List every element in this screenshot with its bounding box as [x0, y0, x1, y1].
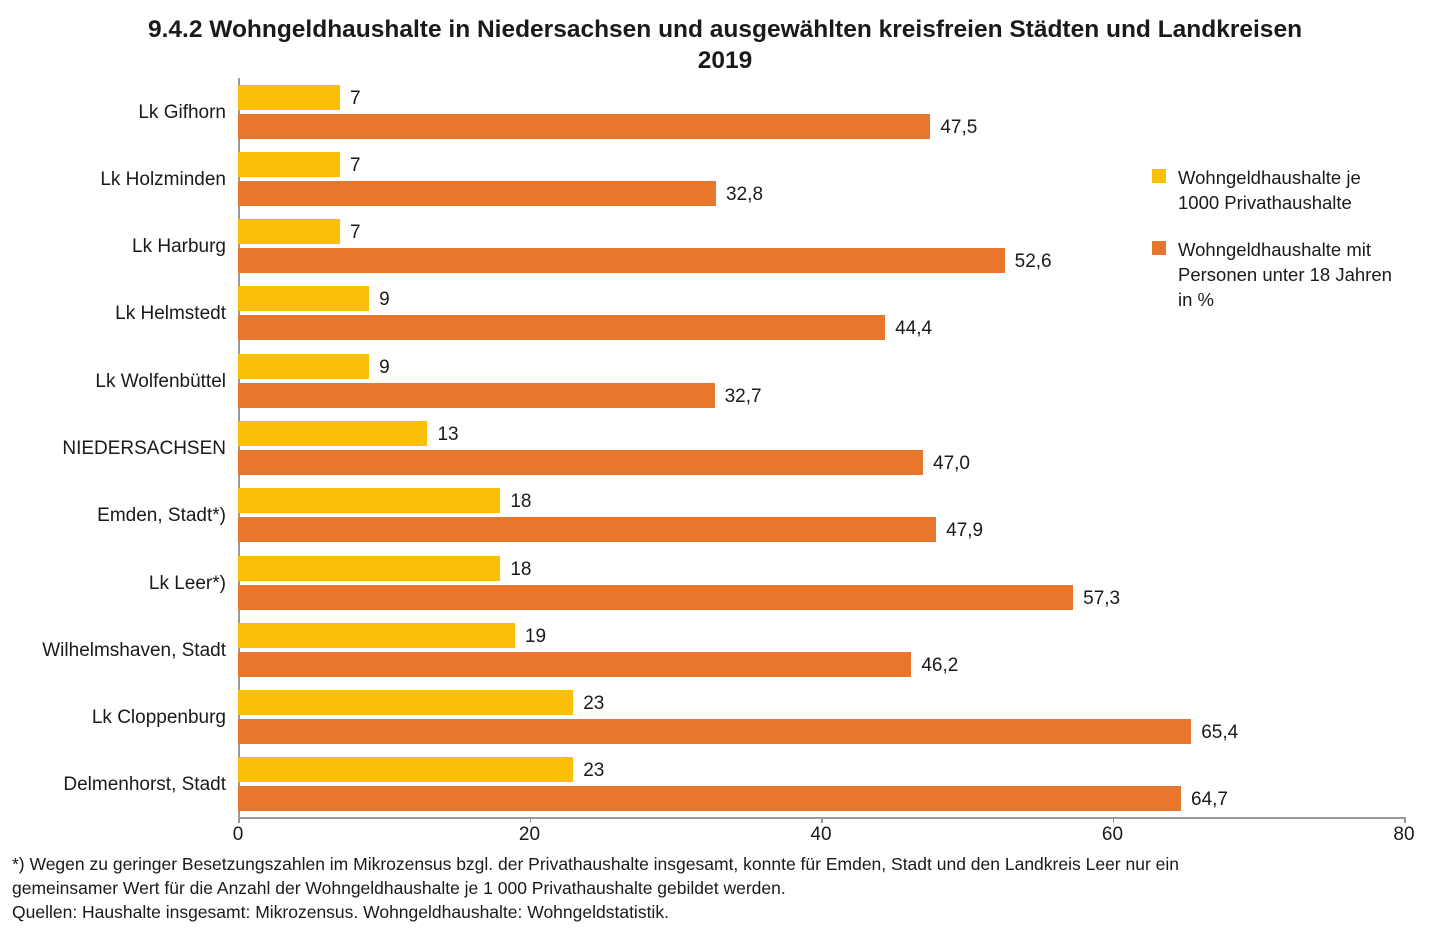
bar-wohngeldhaushalte-je-1000 — [238, 623, 515, 648]
bar-wohngeldhaushalte-je-1000 — [238, 152, 340, 177]
legend-item-wohngeldhaushalte-je-1000 — [1152, 165, 1452, 215]
chart-category-row — [62, 414, 1404, 481]
x-axis-tick — [821, 817, 823, 823]
x-axis-tick-label: 80 — [1393, 824, 1415, 845]
bar-value-label: 47,0 — [933, 452, 970, 474]
footnote-line-3: Quellen: Haushalte insgesamt: Mikrozensus. Wohngeldhaushalte: Wohngeldstatistik. — [12, 902, 669, 922]
chart-category-row — [91, 683, 1404, 750]
category-label: Lk Holzminden — [100, 168, 226, 190]
bar-value-label: 47,9 — [946, 520, 984, 542]
footnote-line-2: gemeinsamer Wert für die Anzahl der Wohngeldhaushalte je 1 000 Privathaushalte gebildet werden. — [12, 878, 786, 898]
x-axis-tick-label: 60 — [1101, 824, 1124, 845]
bar-wohngeldhaushalte-je-1000 — [238, 556, 500, 581]
page-title: 9.4.2 Wohngeldhaushalte in Niedersachsen und ausgewählten kreisfreien Städten und Landkreisen 2019 — [147, 16, 1303, 74]
bar-value-label: 9 — [379, 289, 390, 311]
category-label: Wilhelmshaven, Stadt — [42, 639, 226, 661]
footnote-line-1: *) Wegen zu geringer Besetzungszahlen im Mikrozensus bzgl. der Privathaushalte insgesamt, konnte für Emden, Stadt und den Landkreis Leer nur ein — [12, 854, 1179, 874]
x-axis-tick — [1113, 817, 1115, 823]
bar-anteil-unter-18 — [238, 786, 1181, 811]
legend-swatch-orange — [1152, 241, 1166, 255]
bar-wohngeldhaushalte-je-1000 — [238, 757, 573, 782]
category-label: Lk Gifhorn — [138, 101, 226, 123]
category-label: Lk Helmstedt — [115, 303, 226, 325]
bar-value-label: 19 — [524, 625, 547, 647]
bar-wohngeldhaushalte-je-1000 — [238, 488, 500, 513]
bar-wohngeldhaushalte-je-1000 — [238, 219, 340, 244]
legend-item-wohngeldhaushalte-unter-18 — [1152, 237, 1452, 312]
x-axis-tick-label: 40 — [810, 824, 832, 845]
bar-anteil-unter-18 — [238, 114, 930, 139]
bar-value-label: 57,3 — [1083, 587, 1121, 609]
legend-label-line2: Personen unter 18 Jahren — [1178, 264, 1392, 285]
chart-category-row — [138, 78, 1404, 145]
bar-value-label: 13 — [437, 423, 459, 445]
chart-category-row — [97, 482, 1404, 549]
bar-value-label: 23 — [583, 693, 605, 715]
footnote — [12, 852, 1392, 924]
bar-value-label: 7 — [350, 154, 361, 176]
bar-value-label: 32,8 — [726, 183, 764, 205]
legend-label-line2: 1000 Privathaushalte — [1178, 192, 1352, 213]
bar-anteil-unter-18 — [238, 248, 1005, 273]
category-label: Lk Leer*) — [148, 572, 226, 594]
x-axis-tick — [1404, 817, 1406, 823]
bar-anteil-unter-18 — [238, 181, 716, 206]
bar-value-label: 18 — [510, 491, 532, 513]
bar-value-label: 47,5 — [940, 116, 978, 138]
bar-wohngeldhaushalte-je-1000 — [238, 85, 340, 110]
chart-category-row — [63, 751, 1404, 818]
legend-label-line3: in % — [1178, 289, 1214, 310]
bar-wohngeldhaushalte-je-1000 — [238, 354, 369, 379]
bar-value-label: 44,4 — [895, 318, 933, 340]
category-label: Emden, Stadt*) — [97, 505, 226, 527]
bar-value-label: 52,6 — [1014, 251, 1052, 273]
category-label: Lk Wolfenbüttel — [95, 370, 226, 392]
legend-label-line1: Wohngeldhaushalte je — [1178, 167, 1361, 188]
x-axis-tick — [238, 817, 240, 823]
bar-value-label: 65,4 — [1201, 722, 1239, 744]
chart-category-row — [42, 616, 1404, 683]
x-axis-tick — [530, 817, 532, 823]
chart-category-row — [148, 549, 1404, 616]
bar-value-label: 7 — [350, 87, 361, 109]
bar-anteil-unter-18 — [238, 450, 923, 475]
legend-swatch-yellow — [1152, 169, 1166, 183]
x-axis-tick-label: 0 — [232, 824, 244, 845]
category-label: Delmenhorst, Stadt — [63, 774, 226, 796]
bar-value-label: 64,7 — [1191, 789, 1228, 811]
bar-value-label: 32,7 — [724, 385, 762, 407]
bar-value-label: 46,2 — [921, 654, 959, 676]
bar-wohngeldhaushalte-je-1000 — [238, 421, 427, 446]
bar-anteil-unter-18 — [238, 652, 911, 677]
bar-value-label: 23 — [583, 760, 605, 782]
bar-anteil-unter-18 — [238, 383, 715, 408]
chart-category-row — [95, 347, 1404, 414]
bar-wohngeldhaushalte-je-1000 — [238, 690, 573, 715]
bar-anteil-unter-18 — [238, 585, 1073, 610]
legend-label-line1: Wohngeldhaushalte mit — [1178, 239, 1372, 260]
category-label: Lk Harburg — [132, 236, 226, 258]
bar-value-label: 9 — [379, 356, 390, 378]
category-label: NIEDERSACHSEN — [62, 437, 226, 459]
x-axis-tick-label: 20 — [518, 824, 541, 845]
category-label: Lk Cloppenburg — [91, 707, 226, 729]
bar-wohngeldhaushalte-je-1000 — [238, 286, 369, 311]
bar-anteil-unter-18 — [238, 517, 936, 542]
bar-anteil-unter-18 — [238, 315, 885, 340]
bar-value-label: 18 — [510, 558, 532, 580]
bar-anteil-unter-18 — [238, 719, 1191, 744]
bar-value-label: 7 — [350, 222, 361, 244]
chart-legend — [1152, 165, 1452, 334]
